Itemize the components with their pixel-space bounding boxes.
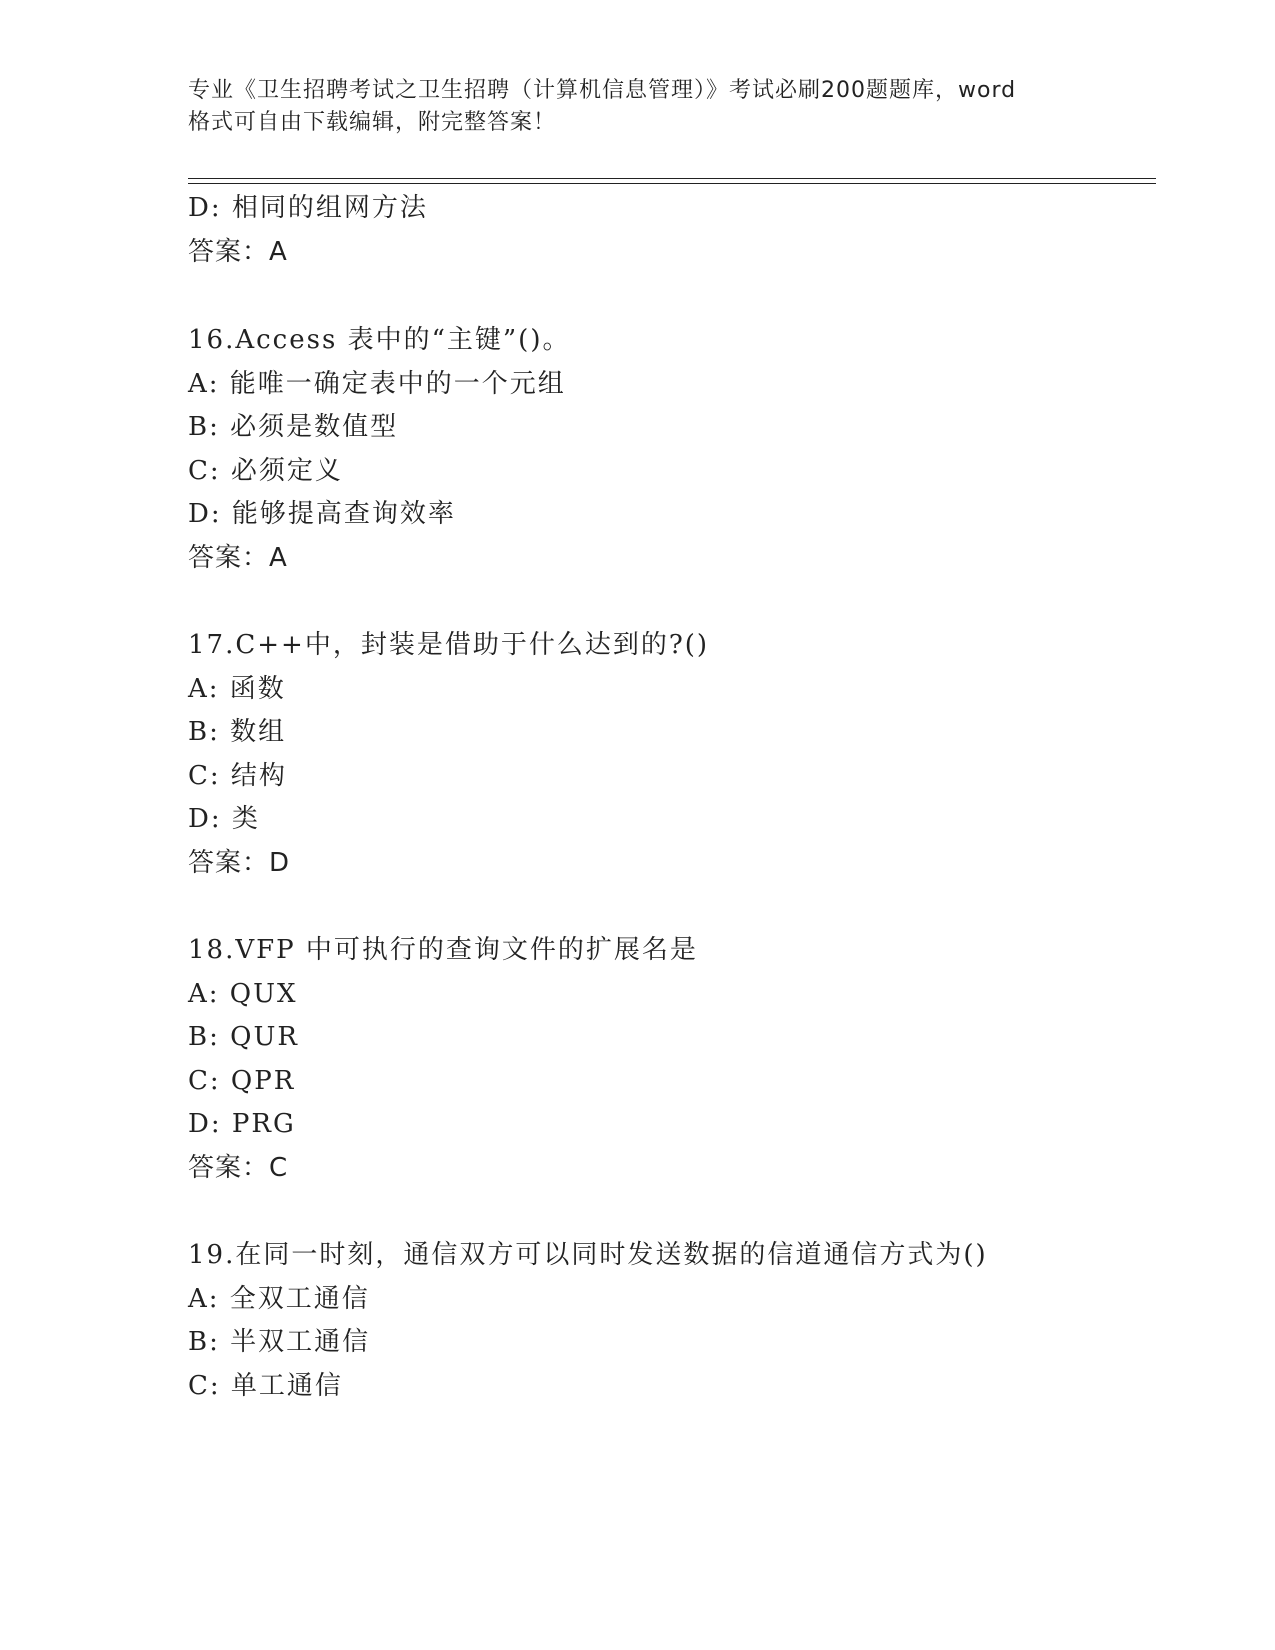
question-16: 16.Access 表中的“主键”()。 — [188, 325, 571, 355]
option-a-q19: A: 全双工通信 — [188, 1284, 370, 1314]
option-c-q16: C: 必须定义 — [188, 456, 343, 486]
document-header — [188, 75, 1088, 139]
question-18: 18.VFP 中可执行的查询文件的扩展名是 — [188, 935, 698, 965]
option-d-q17: D: 类 — [188, 804, 260, 834]
option-b-q17: B: 数组 — [188, 717, 287, 747]
option-d-q18: D: PRG — [188, 1109, 296, 1139]
question-17: 17.C++中，封装是借助于什么达到的?() — [188, 630, 710, 660]
question-19: 19.在同一时刻，通信双方可以同时发送数据的信道通信方式为() — [188, 1240, 988, 1270]
answer-q15: 答案：A — [188, 237, 288, 267]
option-a-q18: A: QUX — [188, 979, 298, 1009]
option-c-q18: C: QPR — [188, 1066, 296, 1096]
option-d-q16: D: 能够提高查询效率 — [188, 499, 456, 529]
option-b-q16: B: 必须是数值型 — [188, 412, 399, 442]
option-a-q16: A: 能唯一确定表中的一个元组 — [188, 369, 566, 399]
answer-q16: 答案：A — [188, 543, 288, 573]
answer-q17: 答案：D — [188, 848, 291, 878]
header-line-1: 专业《卫生招聘考试之卫生招聘（计算机信息管理）》考试必刷200题题库，word — [188, 78, 1017, 103]
option-c-q19: C: 单工通信 — [188, 1371, 343, 1401]
option-a-q17: A: 函数 — [188, 674, 286, 704]
option-d-q15: D: 相同的组网方法 — [188, 193, 428, 223]
header-line-2: 格式可自由下载编辑，附完整答案！ — [188, 110, 557, 135]
option-c-q17: C: 结构 — [188, 761, 287, 791]
header-divider-top — [188, 178, 1156, 179]
answer-q18: 答案：C — [188, 1153, 289, 1183]
option-b-q18: B: QUR — [188, 1022, 299, 1052]
option-b-q19: B: 半双工通信 — [188, 1327, 371, 1357]
header-divider-bottom — [188, 183, 1156, 184]
